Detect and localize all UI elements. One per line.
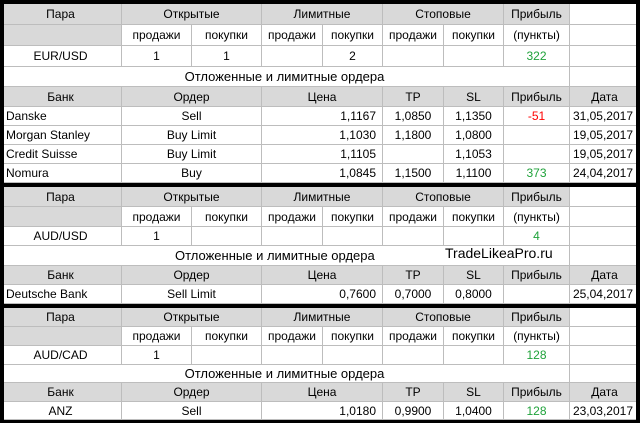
header-limit: Лимитные [262, 4, 383, 25]
header-limit-sells: продажи [262, 25, 323, 46]
header-limit: Лимитные [262, 187, 383, 207]
header-points: (пункты) [504, 327, 570, 346]
header-price: Цена [262, 266, 383, 285]
stop-buys [444, 46, 504, 67]
watermark-text: TradeLikeaPro.ru [445, 245, 553, 261]
open-buys [192, 227, 262, 246]
order-row [0, 145, 640, 164]
header-tp: TP [383, 266, 444, 285]
open-buys: 1 [192, 46, 262, 67]
order-profit: -51 [504, 107, 570, 126]
order-date: 25,04,2017 [570, 285, 640, 304]
order-bank: Danske [0, 107, 122, 126]
orders-header-row [0, 266, 640, 285]
pending-orders-title: Отложенные и лимитные ордера [0, 67, 570, 87]
header-profit: Прибыль [504, 4, 570, 25]
header-limit-sells: продажи [262, 327, 323, 346]
order-tp: 0,7000 [383, 285, 444, 304]
header-pair: Пара [0, 187, 122, 207]
orders-header-row [0, 383, 640, 402]
stop-buys [444, 227, 504, 246]
order-sl: 1,1100 [444, 164, 504, 183]
header-open-buys: покупки [192, 327, 262, 346]
header-stop-sells: продажи [383, 207, 444, 227]
header-date: Дата [570, 383, 640, 402]
header-bank: Банк [0, 383, 122, 402]
header-order: Ордер [122, 87, 262, 107]
order-type: Sell [122, 107, 262, 126]
empty-cell [570, 227, 640, 246]
header-price: Цена [262, 87, 383, 107]
limit-sells [262, 346, 323, 365]
header-stop: Стоповые [383, 187, 504, 207]
summary-subheader-row [0, 207, 640, 227]
order-sl: 1,0800 [444, 126, 504, 145]
header-stop-sells: продажи [383, 327, 444, 346]
order-row [0, 402, 640, 420]
header-sl: SL [444, 87, 504, 107]
limit-buys [323, 227, 383, 246]
order-sl: 1,1053 [444, 145, 504, 164]
header-points: (пункты) [504, 25, 570, 46]
header-open-sells: продажи [122, 25, 192, 46]
summary-header-row [0, 187, 640, 207]
order-profit [504, 145, 570, 164]
order-bank: Nomura [0, 164, 122, 183]
summary-header-row [0, 308, 640, 327]
header-price: Цена [262, 383, 383, 402]
profit-points: 4 [504, 227, 570, 246]
order-date: 19,05,2017 [570, 145, 640, 164]
header-pair-blank [0, 207, 122, 227]
pair-name: AUD/USD [0, 227, 122, 246]
pair-name: EUR/USD [0, 46, 122, 67]
open-buys [192, 346, 262, 365]
order-date: 23,03,2017 [570, 402, 640, 420]
order-sl: 1,1350 [444, 107, 504, 126]
header-pair: Пара [0, 308, 122, 327]
order-sl: 0,8000 [444, 285, 504, 304]
order-tp [383, 145, 444, 164]
header-order: Ордер [122, 383, 262, 402]
order-tp: 1,1800 [383, 126, 444, 145]
summary-row [0, 227, 640, 246]
frame-top [0, 0, 640, 4]
header-open: Открытые [122, 187, 262, 207]
limit-sells [262, 227, 323, 246]
limit-sells [262, 46, 323, 67]
order-type: Buy [122, 164, 262, 183]
order-profit: 373 [504, 164, 570, 183]
order-row [0, 107, 640, 126]
header-pair-blank [0, 25, 122, 46]
order-date: 19,05,2017 [570, 126, 640, 145]
header-pair-blank [0, 327, 122, 346]
header-order-profit: Прибыль [504, 266, 570, 285]
header-pair: Пара [0, 4, 122, 25]
header-order-profit: Прибыль [504, 383, 570, 402]
header-limit-sells: продажи [262, 207, 323, 227]
limit-buys: 2 [323, 46, 383, 67]
order-price: 1,0845 [262, 164, 383, 183]
order-row [0, 285, 640, 304]
order-bank: ANZ [0, 402, 122, 420]
order-date: 31,05,2017 [570, 107, 640, 126]
header-open-buys: покупки [192, 25, 262, 46]
frame-left [0, 0, 4, 423]
header-limit: Лимитные [262, 308, 383, 327]
header-profit: Прибыль [504, 187, 570, 207]
header-tp: TP [383, 87, 444, 107]
pending-orders-title: Отложенные и лимитные ордера [0, 246, 570, 266]
empty-cell [570, 327, 640, 346]
header-tp: TP [383, 383, 444, 402]
order-profit: 128 [504, 402, 570, 420]
header-stop-sells: продажи [383, 25, 444, 46]
empty-cell [570, 25, 640, 46]
empty-cell [570, 46, 640, 67]
order-price: 1,1105 [262, 145, 383, 164]
order-tp: 0,9900 [383, 402, 444, 420]
summary-subheader-row [0, 25, 640, 46]
header-stop-buys: покупки [444, 207, 504, 227]
empty-cell [570, 308, 640, 327]
empty-cell [570, 4, 640, 25]
summary-header-row [0, 4, 640, 25]
order-bank: Deutsche Bank [0, 285, 122, 304]
limit-buys [323, 346, 383, 365]
order-date: 24,04,2017 [570, 164, 640, 183]
header-sl: SL [444, 383, 504, 402]
open-sells: 1 [122, 227, 192, 246]
order-row [0, 164, 640, 183]
empty-cell [570, 365, 640, 383]
profit-points: 128 [504, 346, 570, 365]
stop-sells [383, 227, 444, 246]
pending-orders-title: Отложенные и лимитные ордера [0, 365, 570, 383]
header-stop: Стоповые [383, 4, 504, 25]
empty-cell [570, 346, 640, 365]
order-profit [504, 285, 570, 304]
open-sells: 1 [122, 346, 192, 365]
empty-cell [570, 187, 640, 207]
header-open: Открытые [122, 4, 262, 25]
header-limit-buys: покупки [323, 207, 383, 227]
header-open-buys: покупки [192, 207, 262, 227]
open-sells: 1 [122, 46, 192, 67]
order-bank: Credit Suisse [0, 145, 122, 164]
empty-cell [570, 67, 640, 87]
order-type: Buy Limit [122, 145, 262, 164]
order-bank: Morgan Stanley [0, 126, 122, 145]
header-stop-buys: покупки [444, 327, 504, 346]
header-limit-buys: покупки [323, 327, 383, 346]
order-type: Sell Limit [122, 285, 262, 304]
order-row [0, 126, 640, 145]
header-stop: Стоповые [383, 308, 504, 327]
header-stop-buys: покупки [444, 25, 504, 46]
order-tp: 1,0850 [383, 107, 444, 126]
header-order-profit: Прибыль [504, 87, 570, 107]
frame-right [636, 0, 640, 423]
order-price: 0,7600 [262, 285, 383, 304]
header-open-sells: продажи [122, 327, 192, 346]
stop-sells [383, 346, 444, 365]
summary-row [0, 46, 640, 67]
pending-title-row [0, 67, 640, 87]
header-date: Дата [570, 87, 640, 107]
summary-row [0, 346, 640, 365]
pair-name: AUD/CAD [0, 346, 122, 365]
orders-header-row [0, 87, 640, 107]
order-sl: 1,0400 [444, 402, 504, 420]
order-profit [504, 126, 570, 145]
header-sl: SL [444, 266, 504, 285]
summary-subheader-row [0, 327, 640, 346]
order-type: Sell [122, 402, 262, 420]
header-order: Ордер [122, 266, 262, 285]
header-limit-buys: покупки [323, 25, 383, 46]
order-type: Buy Limit [122, 126, 262, 145]
pending-title-row [0, 365, 640, 383]
empty-cell [570, 246, 640, 266]
order-price: 1,1167 [262, 107, 383, 126]
profit-points: 322 [504, 46, 570, 67]
header-open-sells: продажи [122, 207, 192, 227]
header-bank: Банк [0, 266, 122, 285]
header-points: (пункты) [504, 207, 570, 227]
order-price: 1,0180 [262, 402, 383, 420]
header-profit: Прибыль [504, 308, 570, 327]
order-tp: 1,1500 [383, 164, 444, 183]
header-open: Открытые [122, 308, 262, 327]
stop-sells [383, 46, 444, 67]
order-price: 1,1030 [262, 126, 383, 145]
empty-cell [570, 207, 640, 227]
stop-buys [444, 346, 504, 365]
header-bank: Банк [0, 87, 122, 107]
header-date: Дата [570, 266, 640, 285]
